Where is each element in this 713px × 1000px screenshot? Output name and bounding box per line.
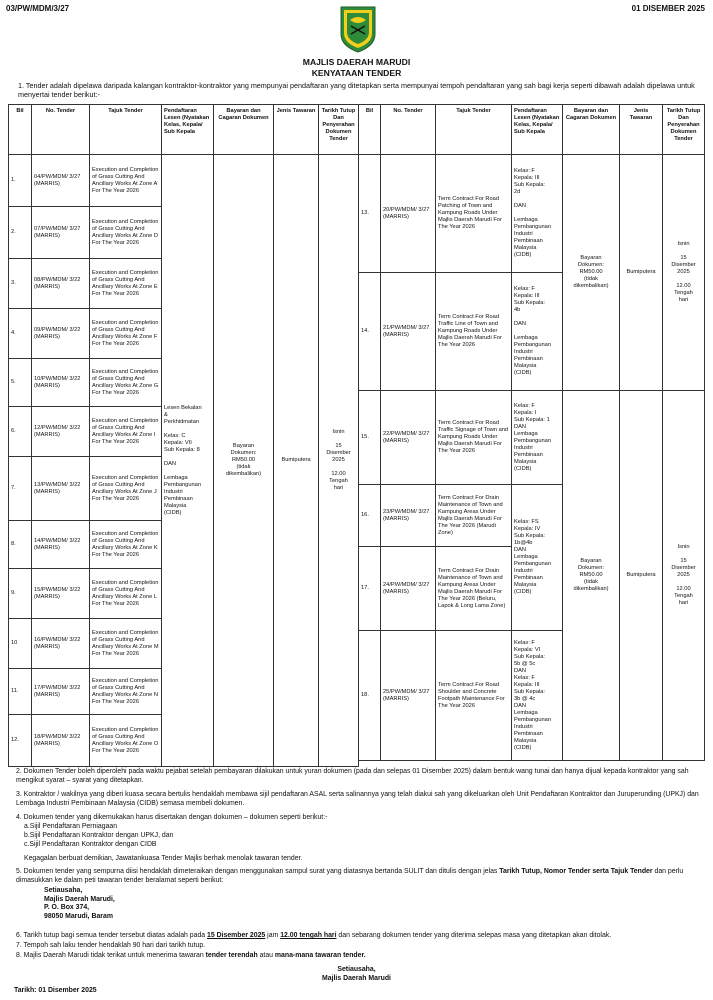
note-4c: c.Sijil Pendaftaran Kontraktor dengan CIDB	[24, 841, 157, 848]
col-header-jenis: Jenis Tawaran	[274, 105, 319, 155]
notice-date: 01 DISEMBER 2025	[631, 4, 705, 13]
pendaftaran-lesen: Kelas: F Kepala: III Sub Kepala: 4b DAN Lembaga Pembangunan Industri Pembinaan Malaysia (CIDB)	[512, 273, 563, 391]
note-4-warning: Kegagalan berbuat demikian, Jawatankuasa Tender Majlis berhak menolak tawaran tender.	[24, 855, 303, 862]
row-bil: 14.	[359, 273, 381, 391]
row-tajuk: Term Contract For Drain Maintenance of Town and Kampung Areas Under Majlis Daerah Marudi For The Year 2026 (Marudi Zone)	[436, 485, 512, 547]
row-bil: 12.	[9, 715, 32, 767]
row-no-tender: 13/PW/MDM/ 3/22 (MARRIS)	[32, 457, 90, 521]
row-bil: 16.	[359, 485, 381, 547]
row-bil: 13.	[359, 155, 381, 273]
row-tajuk: Execution and Completion of Grass Cutting And Ancillary Works At Zone A For The Year 2026	[90, 155, 162, 207]
bayaran-dokumen: Bayaran Dokumen: RM50.00 (tidak dikembalikan)	[563, 155, 620, 391]
note-8: 8. Majlis Daerah Marudi tidak terikat untuk menerima tawaran tender terendah atau mana-mana tawaran tender.	[16, 952, 366, 959]
col-header-bil: Bil	[359, 105, 381, 155]
organization-name: MAJLIS DAERAH MARUDI	[302, 57, 411, 67]
col-header-bayaran: Bayaran dan Cagaran Dokumen	[214, 105, 274, 155]
col-header-bil: Bil	[9, 105, 32, 155]
row-tajuk: Execution and Completion of Grass Cutting And Ancillary Works At Zone E For The Year 2026	[90, 259, 162, 309]
row-bil: 9.	[9, 569, 32, 619]
row-bil: 6.	[9, 407, 32, 457]
row-no-tender: 15/PW/MDM/ 3/22 (MARRIS)	[32, 569, 90, 619]
row-bil: 7.	[9, 457, 32, 521]
row-bil: 2.	[9, 207, 32, 259]
signed-date: Tarikh: 01 Disember 2025	[14, 987, 97, 994]
jenis-tawaran: Bumiputera	[620, 391, 663, 761]
row-tajuk: Execution and Completion of Grass Cutting And Ancillary Works At Zone I For The Year 2026	[90, 407, 162, 457]
row-tajuk: Execution and Completion of Grass Cutting And Ancillary Works At Zone M For The Year 2026	[90, 619, 162, 669]
tarikh-tutup: Isnin 15 Disember 2025 12.00 Tengah hari	[663, 391, 705, 761]
bayaran-dokumen: Bayaran Dokumen: RM50.00 (tidak dikembalikan)	[214, 155, 274, 767]
col-header-tarikh: Tarikh Tutup Dan Penyerahan Dokumen Tender	[663, 105, 705, 155]
pendaftaran-lesen: Kelas: F Kepala: I Sub Kepala: 1 DAN Lembaga Pembangunan Industri Pembinaan Malaysia (CIDB)	[512, 391, 563, 485]
row-tajuk: Execution and Completion of Grass Cutting And Ancillary Works At Zone D For The Year 2026	[90, 207, 162, 259]
note-5: 5. Dokumen tender yang sempurna diisi hendaklah dimeteraikan dengan menggunakan sampul surat yang diatasnya bertanda SULIT dan ditulis dengan jelas Tarikh Tutup, Nomor Tender serta Tajuk Tender dan perlu dimasukkan ke dalam peti tawaran tender beralamat seperti berikut:	[16, 868, 684, 884]
row-bil: 10	[9, 619, 32, 669]
col-header-tajuk: Tajuk Tender	[436, 105, 512, 155]
row-no-tender: 24/PW/MDM/ 3/27 (MARRIS)	[381, 547, 436, 631]
row-no-tender: 14/PW/MDM/ 3/22 (MARRIS)	[32, 521, 90, 569]
col-header-pendaftaran: Pendaftaran Lesen (Nyatakan Kelas, Kepala/ Sub Kepala	[162, 105, 214, 155]
row-no-tender: 22/PW/MDM/ 3/27 (MARRIS)	[381, 391, 436, 485]
row-tajuk: Execution and Completion of Grass Cutting And Ancillary Works At Zone F For The Year 2026	[90, 309, 162, 359]
jenis-tawaran: Bumiputera	[274, 155, 319, 767]
row-no-tender: 08/PW/MDM/ 3/22 (MARRIS)	[32, 259, 90, 309]
row-tajuk: Execution and Completion of Grass Cutting And Ancillary Works At Zone N For The Year 2026	[90, 669, 162, 715]
row-tajuk: Execution and Completion of Grass Cutting And Ancillary Works At Zone G For The Year 2026	[90, 359, 162, 407]
row-no-tender: 20/PW/MDM/ 3/27 (MARRIS)	[381, 155, 436, 273]
tender-table-right	[358, 104, 705, 761]
row-bil: 8.	[9, 521, 32, 569]
note-4a: a.Sijil Pendaftaran Perniagaan	[24, 823, 118, 830]
row-tajuk: Execution and Completion of Grass Cutting And Ancillary Works At Zone K For The Year 2026	[90, 521, 162, 569]
col-header-tarikh: Tarikh Tutup Dan Penyerahan Dokumen Tender	[319, 105, 359, 155]
row-no-tender: 04/PW/MDM/ 3/27 (MARRIS)	[32, 155, 90, 207]
row-tajuk: Term Contract For Road Shoulder and Concrete Footpath Maintenance For The Year 2026	[436, 631, 512, 761]
row-no-tender: 17/PW/MDM/ 3/22 (MARRIS)	[32, 669, 90, 715]
note-2: 2. Dokumen Tender boleh diperolehi pada waktu pejabat setelah pembayaran dilakukan untuk yuran dokumen (pada dan selepas 01 Disember 2025) dalam bentuk wang tunai dan hanya dijual kepada kontraktor yang sah mengikut syarat – syarat yang ditetapkan.	[16, 768, 689, 784]
note-3: 3. Kontraktor / wakilnya yang diberi kuasa secara bertulis hendaklah membawa sijil pendaftaran ASAL serta salinannya yang telah diakui sah yang dikeluarkan oleh Unit Pendaftaran Kontraktor dan Juruperunding (UPKJ) dan Lembaga Industri Pembinaan Malaysia (CIDB) semasa membeli dokumen.	[16, 791, 699, 807]
row-no-tender: 18/PW/MDM/ 3/22 (MARRIS)	[32, 715, 90, 767]
row-no-tender: 23/PW/MDM/ 3/27 (MARRIS)	[381, 485, 436, 547]
pendaftaran-lesen: Kelas: F Kepala: III Sub Kepala: 2d DAN Lembaga Pembangunan Industri Pembinaan Malaysia (CIDB)	[512, 155, 563, 273]
row-tajuk: Execution and Completion of Grass Cutting And Ancillary Works At Zone O For The Year 2026	[90, 715, 162, 767]
pendaftaran-lesen: Lesen Bekalan & Perkhidmatan Kelas: C Kepala: VII Sub Kepala: 8 DAN Lembaga Pembangunan Industri Pembinaan Malaysia (CIDB)	[162, 155, 214, 767]
row-no-tender: 21/PW/MDM/ 3/27 (MARRIS)	[381, 273, 436, 391]
col-header-bayaran: Bayaran dan Cagaran Dokumen	[563, 105, 620, 155]
note-4b: b.Sijil Pendaftaran Kontraktor dengan UPKJ, dan	[24, 832, 174, 839]
row-tajuk: Term Contract For Road Traffic Line of Town and Kampung Roads Under Majlis Daerah Marudi For The Year 2026	[436, 273, 512, 391]
row-bil: 5.	[9, 359, 32, 407]
col-header-no-tender: No. Tender	[381, 105, 436, 155]
row-bil: 1.	[9, 155, 32, 207]
jenis-tawaran: Bumiputera	[620, 155, 663, 391]
pendaftaran-lesen: Kelas: FS Kepala: IV Sub Kepala: 1b@4b DAN Lembaga Pembangunan Industri Pembinaan Malaysia (CIDB)	[512, 485, 563, 631]
row-tajuk: Term Contract For Road Traffic Signage of Town and Kampung Roads Under Majlis Daerah Marudi For The Year 2026	[436, 391, 512, 485]
row-bil: 3.	[9, 259, 32, 309]
pendaftaran-lesen: Kelas: F Kepala: VI Sub Kepala: 5b @ 5c DAN Kelas: F Kepala: III Sub Kepala: 3b @ 4c DAN Lembaga Pembangunan Industri Pembinaan Malaysia (CIDB)	[512, 631, 563, 761]
table-row	[9, 155, 359, 207]
tender-table-left	[8, 104, 359, 767]
row-bil: 18.	[359, 631, 381, 761]
row-tajuk: Term Contract For Road Patching of Town and Kampung Roads Under Majlis Daerah Marudi For The Year 2026	[436, 155, 512, 273]
row-tajuk: Execution and Completion of Grass Cutting And Ancillary Works At Zone L For The Year 2026	[90, 569, 162, 619]
row-tajuk: Term Contract For Drain Maintenance of Town and Kampung Areas Under Majlis Daerah Marudi For The Year 2026 (Beluru, Lapok & Long Lama Zone)	[436, 547, 512, 631]
intro-paragraph: 1. Tender adalah dipelawa daripada kalangan kontraktor-kontraktor yang mempunyai pendaftaran yang ditetapkan serta mempunyai tempoh pendaftaran yang sah bagi kerja seperti dibawah adalah dipelawa untuk menyertai tender berikut:-	[18, 81, 695, 99]
note-7: 7. Tempoh sah laku tender hendaklah 90 hari dari tarikh tutup.	[16, 942, 206, 949]
row-bil: 4.	[9, 309, 32, 359]
signatory: Setiausaha, Majlis Daerah Marudi	[322, 966, 391, 982]
col-header-no-tender: No. Tender	[32, 105, 90, 155]
note-4: 4. Dokumen tender yang dikemukakan harus disertakan dengan dokumen – dokumen seperti berikut:-	[16, 814, 328, 821]
row-no-tender: 25/PW/MDM/ 3/27 (MARRIS)	[381, 631, 436, 761]
row-no-tender: 16/PW/MDM/ 3/22 (MARRIS)	[32, 619, 90, 669]
row-bil: 15.	[359, 391, 381, 485]
col-header-tajuk: Tajuk Tender	[90, 105, 162, 155]
row-bil: 11.	[9, 669, 32, 715]
row-no-tender: 09/PW/MDM/ 3/22 (MARRIS)	[32, 309, 90, 359]
note-6: 6. Tarikh tutup bagi semua tender tersebut diatas adalah pada 15 Disember 2025 jam 12.00 tengah hari dan sebarang dokumen tender yang diterima selepas masa yang ditetapkan akan ditolak.	[16, 932, 612, 939]
row-tajuk: Execution and Completion of Grass Cutting And Ancillary Works At Zone J For The Year 2026	[90, 457, 162, 521]
row-no-tender: 10/PW/MDM/ 3/22 (MARRIS)	[32, 359, 90, 407]
table-row	[359, 155, 705, 273]
tender-box-address: Setiausaha, Majlis Daerah Marudi, P. O. Box 374, 98050 Marudi, Baram	[44, 887, 115, 920]
row-no-tender: 12/PW/MDM/ 3/22 (MARRIS)	[32, 407, 90, 457]
bayaran-dokumen: Bayaran Dokumen: RM50.00 (tidak dikembalikan)	[563, 391, 620, 761]
col-header-pendaftaran: Pendaftaran Lesen (Nyatakan Kelas, Kepala/ Sub Kepala	[512, 105, 563, 155]
tarikh-tutup: Isnin 15 Disember 2025 12.00 Tengah hari	[319, 155, 359, 767]
row-bil: 17.	[359, 547, 381, 631]
col-header-jenis: Jenis Tawaran	[620, 105, 663, 155]
council-crest-icon	[338, 4, 378, 54]
page-title: KENYATAAN TENDER	[311, 68, 402, 78]
table-row	[359, 391, 705, 485]
row-no-tender: 07/PW/MDM/ 3/27 (MARRIS)	[32, 207, 90, 259]
tarikh-tutup: Isnin 15 Disember 2025 12.00 Tengah hari	[663, 155, 705, 391]
reference-number: 03/PW/MDM/3/27	[6, 4, 70, 13]
